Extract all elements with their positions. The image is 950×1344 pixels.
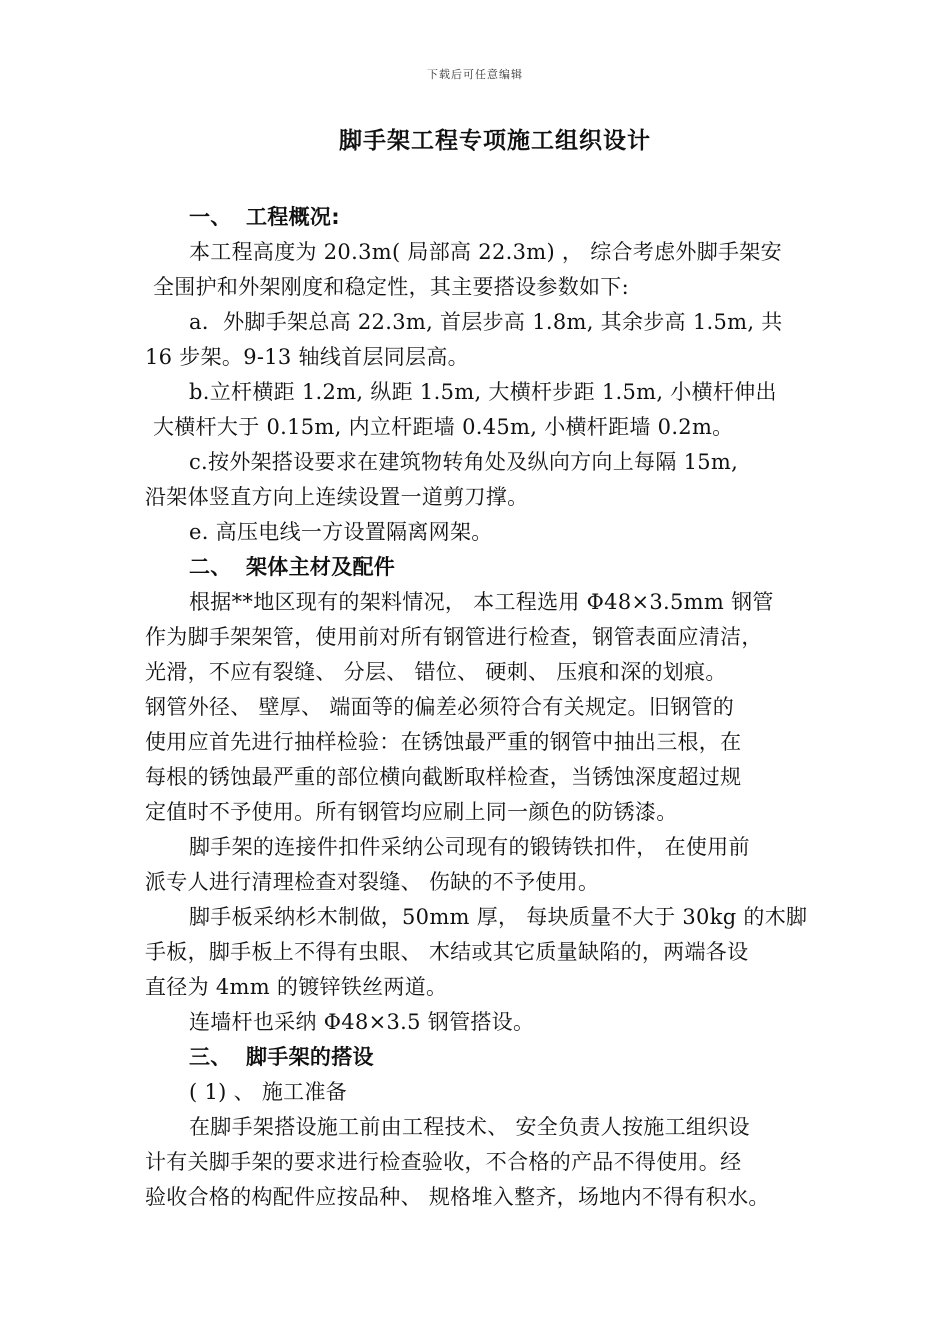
paragraph-line: 钢管外径、 壁厚、 端面等的偏差必须符合有关规定。旧钢管的 <box>145 695 735 719</box>
paragraph-line: 在脚手架搭设施工前由工程技术、 安全负责人按施工组织设 <box>189 1115 750 1139</box>
section-heading-3 <box>145 1040 815 1075</box>
paragraph-line: 验收合格的构配件应按品种、 规格堆入整齐，场地内不得有积水。 <box>145 1185 770 1209</box>
paragraph-line: 连墙杆也采纳 Φ48×3.5 钢管搭设。 <box>189 1010 535 1034</box>
paragraph-line: 使用应首先进行抽样检验：在锈蚀最严重的钢管中抽出三根，在 <box>145 730 742 754</box>
document-title: 脚手架工程专项施工组织设计 <box>339 128 651 154</box>
paragraph-line: 光滑，不应有裂缝、 分层、 错位、 硬刺、 压痕和深的划痕。 <box>145 660 727 684</box>
paragraph-line: 计有关脚手架的要求进行检查验收，不合格的产品不得使用。经 <box>145 1150 742 1174</box>
section-heading-2 <box>145 550 815 585</box>
section-number: 三、 <box>189 1045 232 1069</box>
subsection-heading: ( 1) 、 施工准备 <box>189 1080 348 1104</box>
paragraph-line: 本工程高度为 20.3m( 局部高 22.3m) ， 综合考虑外脚手架安 <box>189 240 782 264</box>
paragraph-line: 作为脚手架架管，使用前对所有钢管进行检查，钢管表面应清洁， <box>145 625 763 649</box>
paragraph-line: 根据**地区现有的架料情况， 本工程选用 Φ48×3.5mm 钢管 <box>189 590 774 614</box>
section-title: 脚手架的搭设 <box>246 1045 374 1069</box>
paragraph-line: 手板，脚手板上不得有虫眼、 木结或其它质量缺陷的，两端各设 <box>145 940 749 964</box>
paragraph-line: 定值时不予使用。所有钢管均应刷上同一颜色的防锈漆。 <box>145 800 678 824</box>
paragraph-line: a．外脚手架总高 22.3m, 首层步高 1.8m, 其余步高 1.5m, 共 <box>189 310 783 334</box>
paragraph-line: 派专人进行清理检查对裂缝、 伤缺的不予使用。 <box>145 870 600 894</box>
section-title: 架体主材及配件 <box>246 555 396 579</box>
paragraph-line: 沿架体竖直方向上连续设置一道剪刀撑。 <box>145 485 529 509</box>
section-heading-1 <box>145 200 815 235</box>
paragraph-line: 脚手架的连接件扣件采纳公司现有的锻铸铁扣件， 在使用前 <box>189 835 750 859</box>
paragraph-line: 大横杆大于 0.15m, 内立杆距墙 0.45m, 小横杆距墙 0.2m。 <box>153 415 734 439</box>
paragraph-line: c.按外架搭设要求在建筑物转角处及纵向方向上每隔 15m, <box>189 450 739 474</box>
paragraph-line: 全围护和外架刚度和稳定性，其主要搭设参数如下: <box>153 275 629 299</box>
header-note: 下载后可任意编辑 <box>427 68 523 81</box>
paragraph-line: 直径为 4mm 的镀锌铁丝两道。 <box>145 975 448 999</box>
paragraph-line: 16 步架。9-13 轴线首层同层高。 <box>145 345 469 369</box>
document-body <box>145 200 815 1215</box>
paragraph-line: 每根的锈蚀最严重的部位横向截断取样检查，当锈蚀深度超过规 <box>145 765 742 789</box>
section-number: 二、 <box>189 555 232 579</box>
paragraph-line: 脚手板采纳杉木制做，50mm 厚， 每块质量不大于 30kg 的木脚 <box>189 905 808 929</box>
paragraph-line: e. 高压电线一方设置隔离网架。 <box>189 520 493 544</box>
section-title: 工程概况: <box>246 205 340 229</box>
paragraph-line: b.立杆横距 1.2m, 纵距 1.5m, 大横杆步距 1.5m, 小横杆伸出 <box>189 380 777 404</box>
section-number: 一、 <box>189 205 232 229</box>
